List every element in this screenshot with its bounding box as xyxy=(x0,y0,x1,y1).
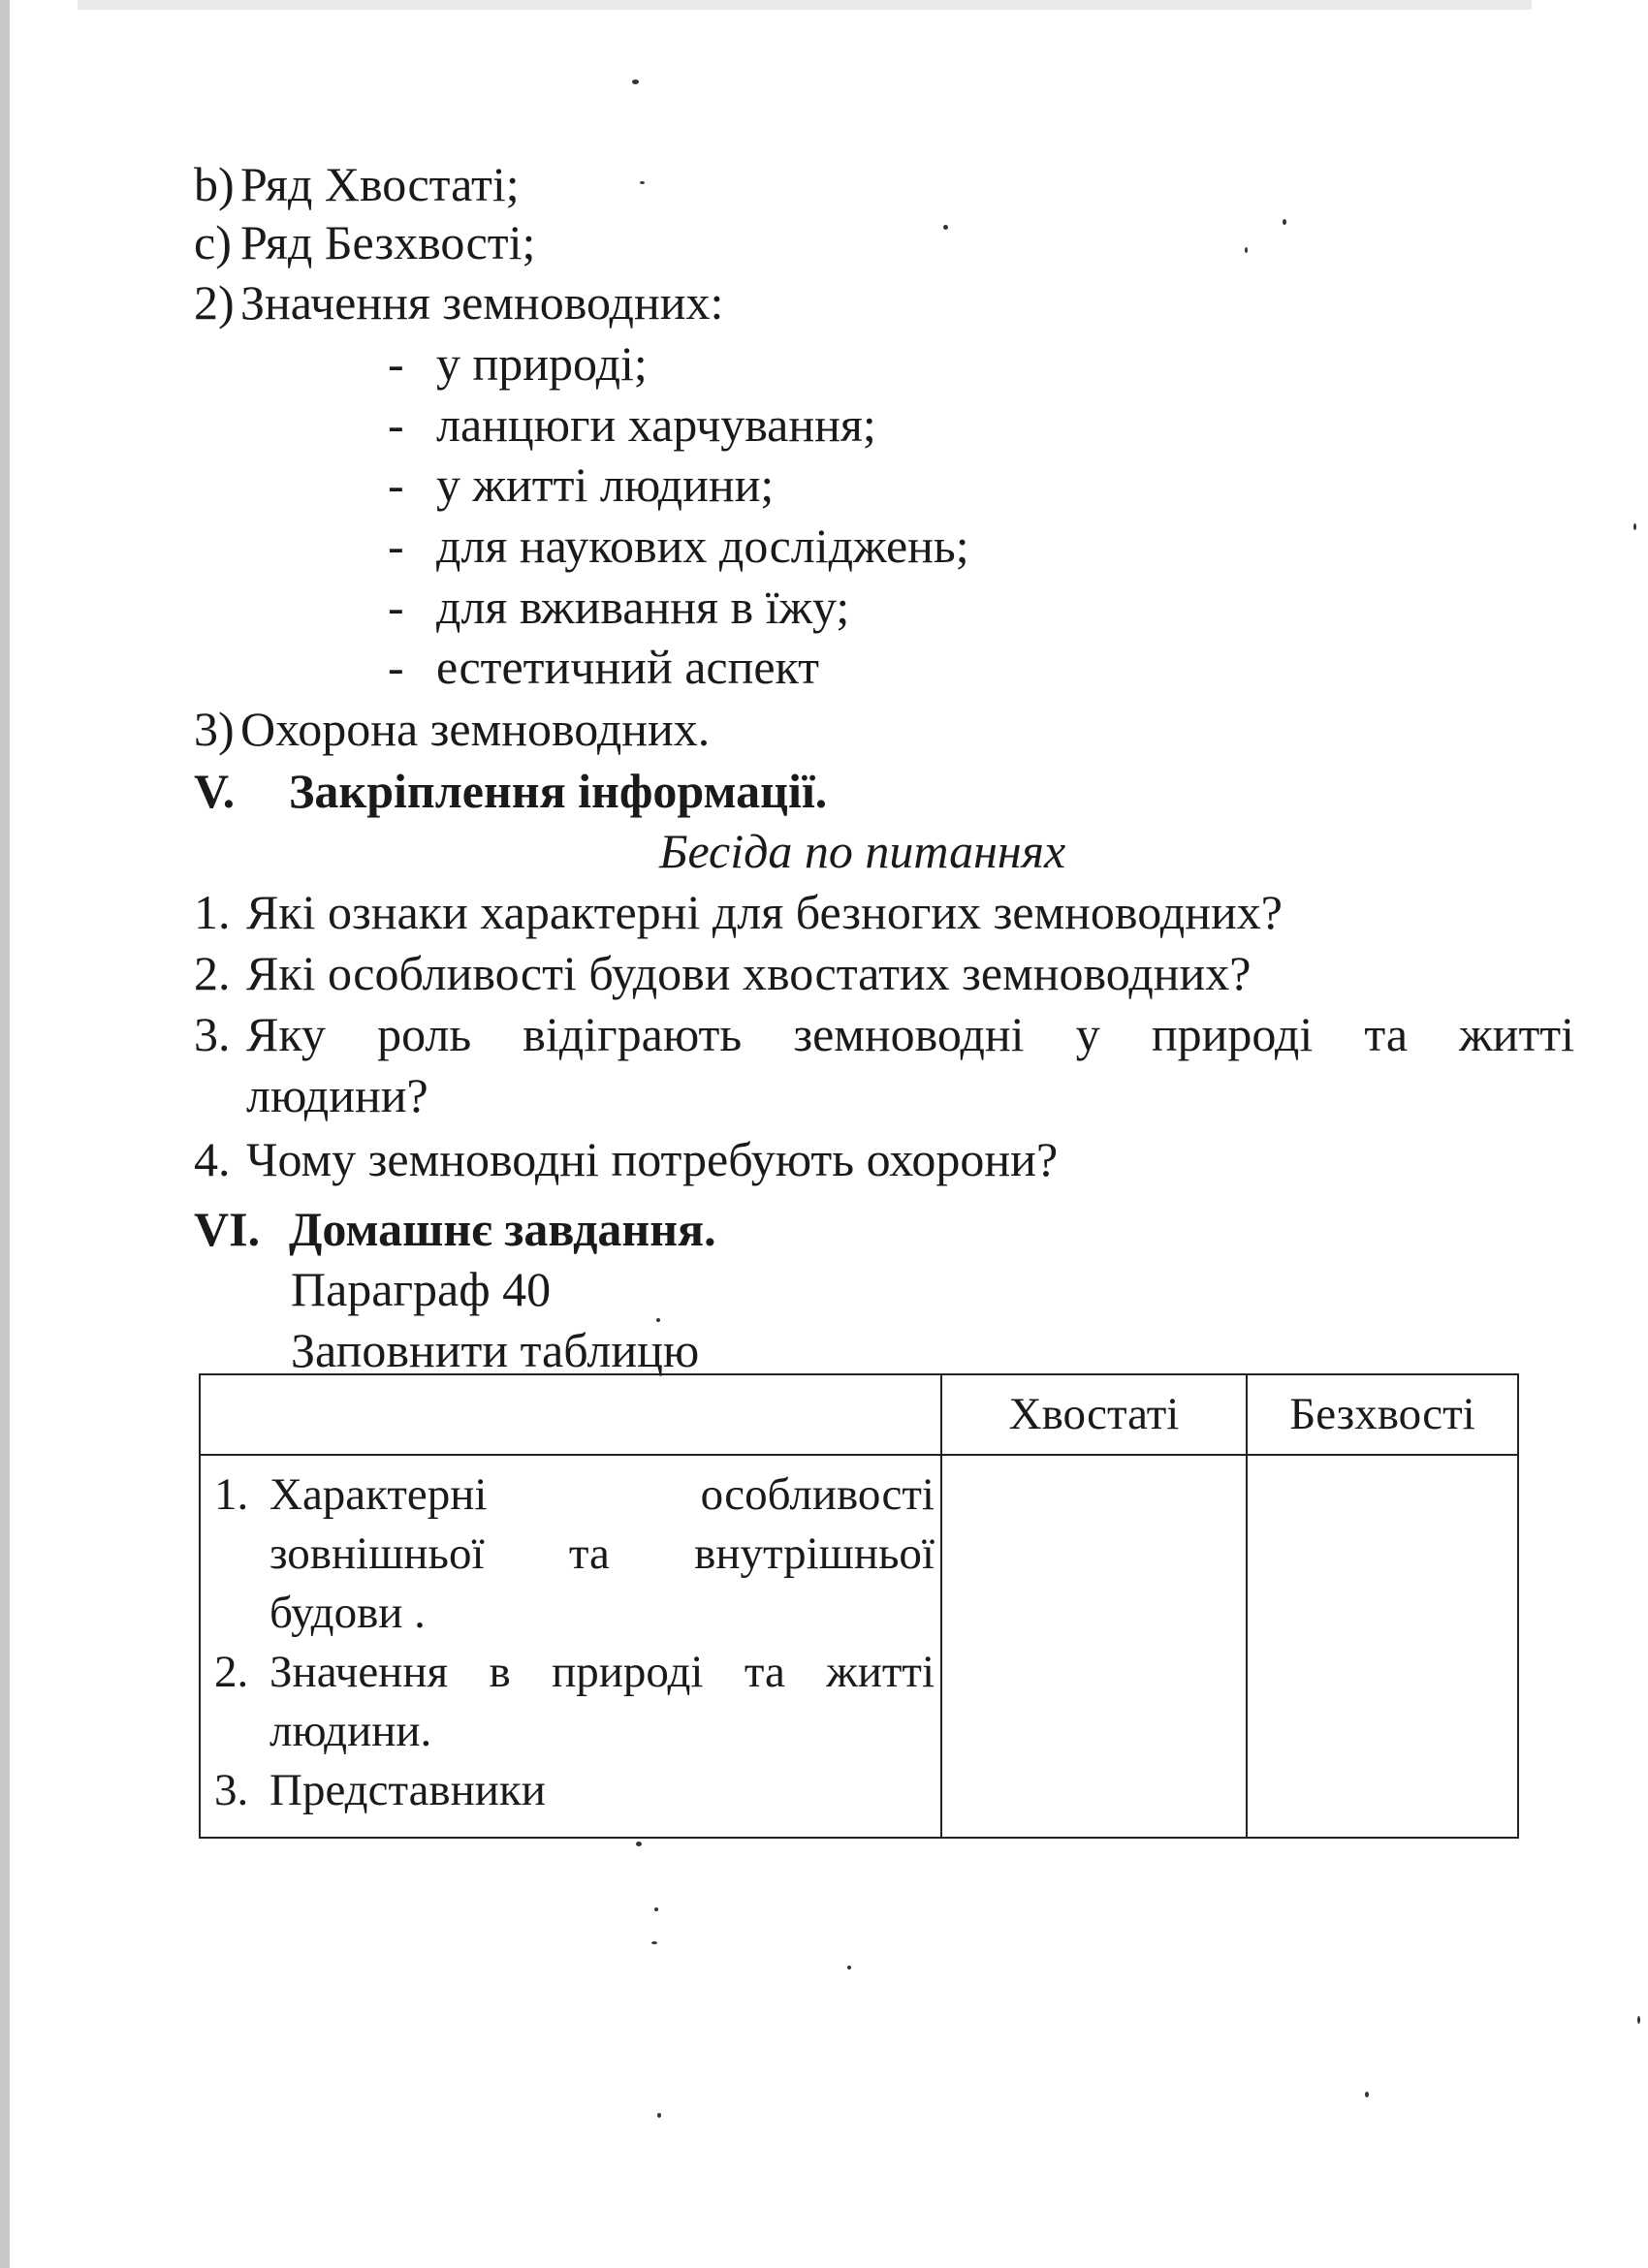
outline-item-2: 2) Значення земноводних: xyxy=(194,275,724,330)
question-continuation: людини? xyxy=(246,1068,428,1122)
scan-speck xyxy=(1637,2016,1640,2024)
question-item: 4. Чому земноводні потребують охорони? xyxy=(194,1132,1059,1186)
table-header-cell: Хвостаті xyxy=(941,1374,1247,1455)
scan-speck xyxy=(657,2113,661,2118)
criteria-item: 1. Характерні особливості зовнішньої та внутрішньої будови . xyxy=(214,1469,935,1638)
scan-speck xyxy=(640,181,645,184)
outline-item-3: 3) Охорона земноводних. xyxy=(194,702,711,756)
table-header-cell: Безхвості xyxy=(1247,1374,1518,1455)
homework-table xyxy=(199,1373,1519,1839)
bullet-item: - у житті людини; xyxy=(388,457,775,512)
criteria-item: 3. Представники xyxy=(214,1765,546,1815)
scan-speck xyxy=(847,1966,851,1969)
homework-line: Заповнити таблицю xyxy=(291,1323,700,1377)
table-row xyxy=(200,1455,1518,1838)
section-subtitle: Бесіда по питаннях xyxy=(659,824,1066,878)
scan-speck xyxy=(636,1842,642,1846)
question-item: 2. Які особливості будови хвостатих земноводних? xyxy=(194,946,1252,1000)
table-header-row xyxy=(200,1374,1518,1455)
bullet-item: - естетичний аспект xyxy=(388,640,820,694)
bullet-item: - у природі; xyxy=(388,336,648,391)
empty-answer-cell xyxy=(941,1455,1247,1838)
outline-item-b: b) Ряд Хвостаті; xyxy=(194,157,520,211)
bullet-item: - для наукових досліджень; xyxy=(388,519,969,573)
scan-speck xyxy=(1633,523,1636,530)
section-heading-5: V. Закріплення інформації. xyxy=(194,764,828,818)
question-number: 3. xyxy=(194,1007,231,1061)
scan-speck xyxy=(1283,219,1286,225)
question-item: Яку роль відіграють земноводні у природі та житті xyxy=(246,1007,1575,1061)
scan-left-edge xyxy=(0,0,10,2268)
scan-speck xyxy=(1245,247,1248,253)
section-heading-6: VI. Домашнє завдання. xyxy=(194,1202,716,1256)
table-header-cell xyxy=(200,1374,941,1455)
criteria-item: 2. Значення в природі та житті людини. xyxy=(214,1647,935,1756)
scan-speck xyxy=(1365,2092,1369,2097)
homework-line: Параграф 40 xyxy=(291,1262,552,1316)
empty-answer-cell xyxy=(1247,1455,1518,1838)
bullet-item: - ланцюги харчування; xyxy=(388,397,876,452)
scan-speck xyxy=(943,225,948,230)
scan-speck xyxy=(632,79,639,84)
outline-item-c: c) Ряд Безхвості; xyxy=(194,215,536,269)
question-item: 1. Які ознаки характерні для безногих земноводних? xyxy=(194,885,1283,939)
scan-speck xyxy=(651,1941,657,1944)
bullet-item: - для вживання в їжу; xyxy=(388,580,850,634)
scan-speck xyxy=(656,1318,660,1322)
scan-top-edge xyxy=(78,0,1532,10)
scan-speck xyxy=(654,1907,658,1911)
criteria-cell xyxy=(200,1455,941,1838)
